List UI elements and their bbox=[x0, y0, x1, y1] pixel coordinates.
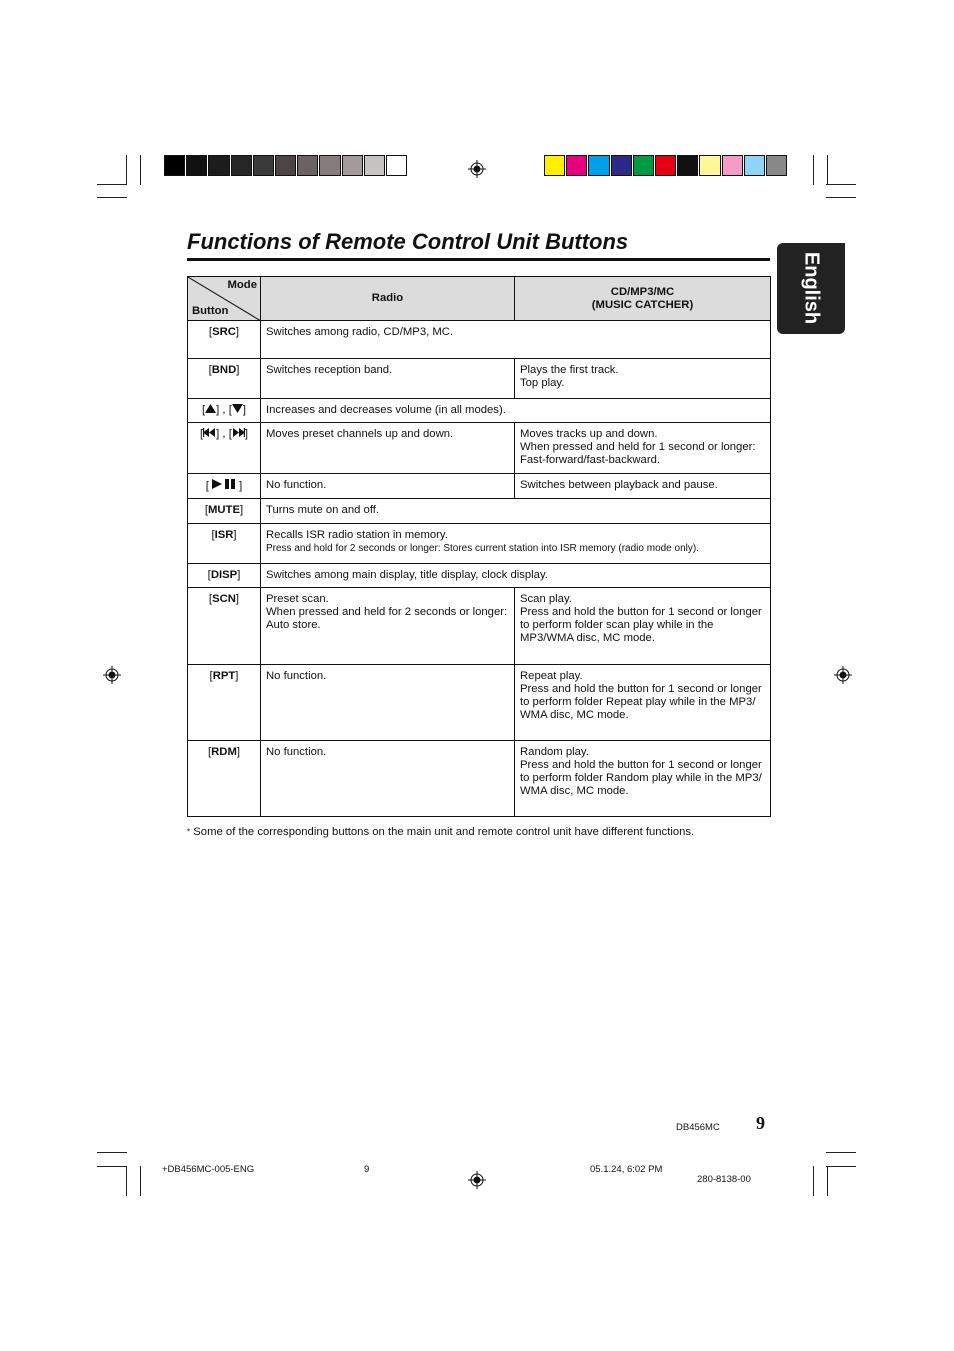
cd-line: When pressed and held for 1 second or longer: Fast-forward/fast-backward. bbox=[520, 441, 756, 466]
radio-line: Auto store. bbox=[266, 619, 321, 631]
gray-swatch bbox=[231, 155, 252, 176]
footnote-text: Some of the corresponding buttons on the main unit and remote control unit have different functions. bbox=[193, 826, 695, 838]
key-rdm: [RDM] bbox=[188, 741, 261, 817]
function-line: Press and hold for 2 seconds or longer: Stores current station into ISR memory (radio mode only). bbox=[266, 543, 699, 554]
color-swatch bbox=[633, 155, 654, 176]
cd-cell bbox=[515, 741, 771, 817]
table-row bbox=[188, 564, 771, 588]
language-tab bbox=[777, 243, 845, 334]
key-label: MUTE bbox=[207, 504, 240, 516]
footer-part: 280-8138-00 bbox=[697, 1174, 751, 1185]
cd-line: Repeat play. bbox=[520, 670, 583, 682]
color-swatch bbox=[699, 155, 720, 176]
column-header-cd-line1: CD/MP3/MC bbox=[610, 285, 675, 298]
color-swatch bbox=[611, 155, 632, 176]
radio-cell: No function. bbox=[261, 665, 515, 741]
play-pause-icon bbox=[212, 479, 236, 489]
key-rpt: [RPT] bbox=[188, 665, 261, 741]
function-cell: Switches among main display, title display, clock display. bbox=[261, 564, 771, 588]
table-row bbox=[188, 359, 771, 399]
gray-swatch bbox=[297, 155, 318, 176]
key-disp: [DISP] bbox=[188, 564, 261, 588]
key-label: SRC bbox=[212, 326, 236, 338]
gray-swatch bbox=[342, 155, 363, 176]
gray-swatch bbox=[186, 155, 207, 176]
key-label: RPT bbox=[212, 670, 236, 682]
footer-file: +DB456MC-005-ENG bbox=[162, 1164, 255, 1175]
cd-line: Plays the first track. bbox=[520, 364, 619, 376]
gray-swatch bbox=[364, 155, 385, 176]
cd-line: Press and hold the button for 1 second or longer to perform folder scan play while in the MP3/WMA disc, MC mode. bbox=[520, 606, 762, 644]
key-src: [SRC] bbox=[188, 321, 261, 359]
footnote-mark: * bbox=[187, 827, 191, 837]
cd-cell bbox=[515, 423, 771, 474]
table-header-row bbox=[188, 277, 771, 321]
cd-line: Press and hold the button for 1 second or longer to perform folder Random play while in the MP3/ WMA disc, MC mode. bbox=[520, 759, 762, 797]
key-label: RDM bbox=[211, 746, 237, 758]
registration-mark-icon bbox=[834, 666, 852, 684]
color-swatch bbox=[722, 155, 743, 176]
functions-table bbox=[187, 276, 771, 817]
key-label: DISP bbox=[210, 569, 238, 581]
color-swatch bbox=[655, 155, 676, 176]
key-volume: [ ] , [ ] bbox=[188, 399, 261, 423]
color-swatch bbox=[588, 155, 609, 176]
next-icon bbox=[232, 428, 245, 437]
function-cell bbox=[261, 524, 771, 564]
column-header-cd-line2: (MUSIC CATCHER) bbox=[591, 298, 694, 311]
key-label: BND bbox=[211, 364, 237, 376]
column-header-cd bbox=[515, 277, 771, 321]
function-line: Recalls ISR radio station in memory. bbox=[266, 529, 448, 541]
footer-date: 05.1.24, 6:02 PM bbox=[590, 1164, 663, 1175]
radio-line: Preset scan. bbox=[266, 593, 329, 605]
corner-mode-label: Mode bbox=[227, 279, 257, 291]
key-scn: [SCN] bbox=[188, 588, 261, 665]
key-isr: [ISR] bbox=[188, 524, 261, 564]
table-row bbox=[188, 499, 771, 524]
page-title: Functions of Remote Control Unit Buttons bbox=[187, 229, 629, 254]
table-row bbox=[188, 741, 771, 817]
corner-header bbox=[188, 277, 261, 321]
down-triangle-icon bbox=[232, 404, 243, 413]
table-row bbox=[188, 321, 771, 359]
radio-cell: No function. bbox=[261, 474, 515, 499]
page-number: 9 bbox=[756, 1113, 765, 1133]
key-track: [ ] , [ ] bbox=[188, 423, 261, 474]
function-cell: Increases and decreases volume (in all modes). bbox=[261, 399, 771, 423]
corner-button-label: Button bbox=[192, 305, 229, 317]
cd-cell bbox=[515, 588, 771, 665]
gray-swatch bbox=[319, 155, 340, 176]
column-header-radio: Radio bbox=[261, 277, 515, 321]
color-swatch bbox=[766, 155, 787, 176]
table-row bbox=[188, 588, 771, 665]
table-row bbox=[188, 423, 771, 474]
table-row bbox=[188, 524, 771, 564]
cd-cell: Switches between playback and pause. bbox=[515, 474, 771, 499]
table-row bbox=[188, 665, 771, 741]
cd-cell bbox=[515, 359, 771, 399]
radio-cell: Moves preset channels up and down. bbox=[261, 423, 515, 474]
radio-cell: No function. bbox=[261, 741, 515, 817]
color-swatch bbox=[744, 155, 765, 176]
previous-icon bbox=[203, 428, 216, 437]
cd-line: Scan play. bbox=[520, 593, 572, 605]
footnote bbox=[187, 826, 694, 838]
title-rule bbox=[187, 258, 770, 261]
gray-swatch bbox=[386, 155, 407, 176]
function-cell: Switches among radio, CD/MP3, MC. bbox=[261, 321, 771, 359]
gray-swatch bbox=[275, 155, 296, 176]
registration-mark-icon bbox=[468, 1171, 486, 1189]
cd-cell bbox=[515, 665, 771, 741]
key-bnd: [BND] bbox=[188, 359, 261, 399]
gray-swatch bbox=[164, 155, 185, 176]
radio-cell: Switches reception band. bbox=[261, 359, 515, 399]
key-mute: [MUTE] bbox=[188, 499, 261, 524]
gray-swatch bbox=[208, 155, 229, 176]
registration-mark-icon bbox=[468, 160, 486, 178]
footer-page: 9 bbox=[364, 1164, 370, 1175]
gray-swatch bbox=[253, 155, 274, 176]
cd-line: Press and hold the button for 1 second or longer to perform folder Repeat play while in the MP3/ WMA disc, MC mode. bbox=[520, 683, 762, 721]
table-row bbox=[188, 474, 771, 499]
model-code: DB456MC bbox=[676, 1122, 720, 1133]
cd-line: Moves tracks up and down. bbox=[520, 428, 658, 440]
table-row bbox=[188, 399, 771, 423]
radio-line: When pressed and held for 2 seconds or longer: bbox=[266, 606, 508, 618]
function-cell: Turns mute on and off. bbox=[261, 499, 771, 524]
key-label: SCN bbox=[212, 593, 236, 605]
color-swatch bbox=[544, 155, 565, 176]
cd-line: Top play. bbox=[520, 377, 565, 389]
registration-mark-icon bbox=[103, 666, 121, 684]
color-swatch bbox=[677, 155, 698, 176]
cd-line: Random play. bbox=[520, 746, 589, 758]
language-tab-label: English bbox=[800, 251, 823, 325]
key-play-pause: [ ] bbox=[188, 474, 261, 499]
up-triangle-icon bbox=[205, 404, 216, 413]
color-swatch bbox=[566, 155, 587, 176]
key-label: ISR bbox=[214, 529, 234, 541]
radio-cell bbox=[261, 588, 515, 665]
